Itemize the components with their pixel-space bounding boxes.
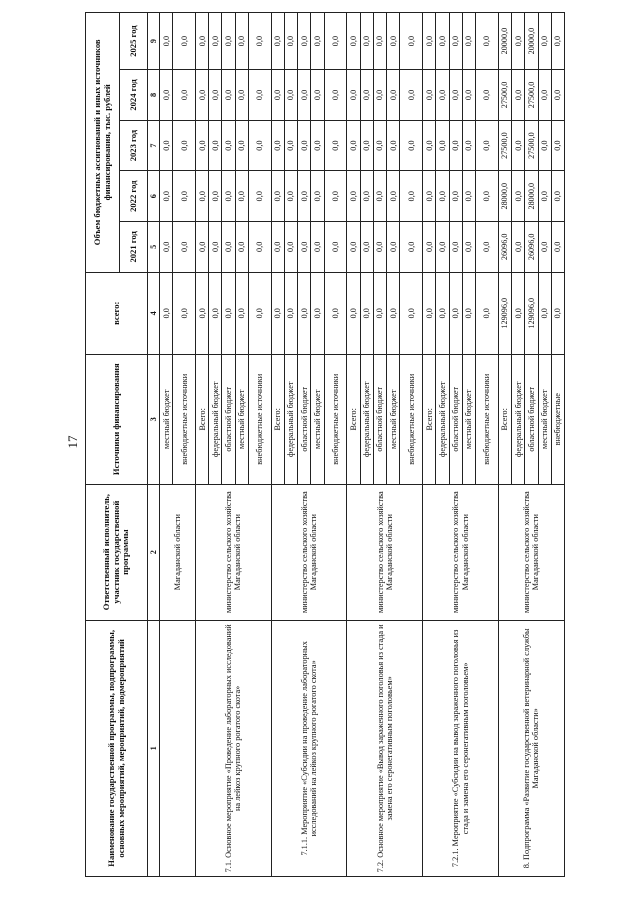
year-value-cell: 0,0: [512, 70, 525, 121]
header-year: 2024 год: [120, 70, 148, 121]
total-value-cell: 0,0: [476, 272, 499, 354]
year-value-cell: 0,0: [298, 13, 311, 70]
total-value-cell: 0,0: [400, 272, 423, 354]
year-value-cell: 0,0: [196, 70, 209, 121]
total-value-cell: 0,0: [196, 272, 209, 354]
year-value-cell: 0,0: [538, 13, 551, 70]
total-value-cell: 0,0: [173, 272, 196, 354]
column-index: 5: [148, 222, 160, 273]
year-value-cell: 0,0: [373, 120, 386, 171]
total-value-cell: 0,0: [512, 272, 525, 354]
funding-source-cell: областной бюджет: [222, 354, 235, 484]
total-value-cell: 0,0: [324, 272, 347, 354]
table-row: [196, 13, 209, 877]
year-value-cell: 0,0: [271, 120, 284, 171]
year-value-cell: 0,0: [462, 13, 475, 70]
year-value-cell: 0,0: [196, 222, 209, 273]
year-value-cell: 0,0: [298, 171, 311, 222]
column-index: 4: [148, 272, 160, 354]
total-value-cell: 0,0: [311, 272, 324, 354]
table-row: [498, 13, 511, 877]
year-value-cell: 0,0: [360, 222, 373, 273]
year-value-cell: 0,0: [222, 13, 235, 70]
funding-source-cell: местный бюджет: [387, 354, 400, 484]
year-value-cell: 0,0: [248, 13, 271, 70]
year-value-cell: 0,0: [298, 222, 311, 273]
year-value-cell: 0,0: [538, 70, 551, 121]
year-value-cell: 0,0: [324, 120, 347, 171]
table-body: [160, 13, 565, 877]
page-number: 17: [65, 435, 80, 449]
program-name-cell: 7.1. Основное мероприятие «Проведение лабораторных исследований на лейкоз крупного рогатого скота»: [196, 620, 272, 876]
year-value-cell: 26096,0: [525, 222, 538, 273]
year-value-cell: 0,0: [248, 222, 271, 273]
year-value-cell: 0,0: [248, 70, 271, 121]
program-name-cell: [160, 620, 196, 876]
year-value-cell: 0,0: [423, 222, 436, 273]
year-value-cell: 0,0: [271, 13, 284, 70]
year-value-cell: 0,0: [209, 13, 222, 70]
year-value-cell: 0,0: [324, 171, 347, 222]
year-value-cell: 0,0: [209, 70, 222, 121]
header-year: 2022 год: [120, 171, 148, 222]
total-value-cell: 0,0: [360, 272, 373, 354]
year-value-cell: 0,0: [360, 13, 373, 70]
year-value-cell: 0,0: [284, 171, 297, 222]
year-value-cell: 0,0: [400, 171, 423, 222]
column-index: 8: [148, 70, 160, 121]
year-value-cell: 0,0: [173, 120, 196, 171]
funding-source-cell: Всего:: [196, 354, 209, 484]
year-value-cell: 0,0: [298, 70, 311, 121]
year-value-cell: 0,0: [222, 222, 235, 273]
year-value-cell: 0,0: [462, 70, 475, 121]
year-value-cell: 0,0: [160, 70, 173, 121]
total-value-cell: 0,0: [222, 272, 235, 354]
year-value-cell: 0,0: [551, 120, 564, 171]
year-value-cell: 0,0: [248, 120, 271, 171]
program-name-cell: 7.2.1. Мероприятие «Субсидии на вывод зараженного поголовья из стада и замена его серонегативным поголовьем»: [423, 620, 499, 876]
year-value-cell: 0,0: [173, 222, 196, 273]
total-value-cell: 0,0: [373, 272, 386, 354]
year-value-cell: 20000,0: [498, 13, 511, 70]
column-index: 2: [148, 484, 160, 620]
year-value-cell: 0,0: [235, 120, 248, 171]
header-year: 2023 год: [120, 120, 148, 171]
column-index: 9: [148, 13, 160, 70]
year-value-cell: 0,0: [449, 13, 462, 70]
total-value-cell: 0,0: [271, 272, 284, 354]
total-value-cell: 0,0: [284, 272, 297, 354]
year-value-cell: 0,0: [160, 222, 173, 273]
year-value-cell: 0,0: [209, 120, 222, 171]
year-value-cell: 27500,0: [525, 70, 538, 121]
year-value-cell: 0,0: [449, 222, 462, 273]
year-value-cell: 0,0: [271, 171, 284, 222]
index-row: [148, 13, 160, 877]
rotated-document: [85, 12, 565, 877]
year-value-cell: 0,0: [387, 13, 400, 70]
total-value-cell: 129096,0: [525, 272, 538, 354]
year-value-cell: 0,0: [347, 222, 360, 273]
total-value-cell: 0,0: [160, 272, 173, 354]
funding-source-cell: внебюджетные источники: [324, 354, 347, 484]
funding-source-cell: внебюджетные источники: [476, 354, 499, 484]
total-value-cell: 0,0: [298, 272, 311, 354]
year-value-cell: 0,0: [551, 171, 564, 222]
year-value-cell: 0,0: [449, 70, 462, 121]
year-value-cell: 0,0: [209, 171, 222, 222]
funding-source-cell: областной бюджет: [449, 354, 462, 484]
year-value-cell: 0,0: [284, 70, 297, 121]
year-value-cell: 0,0: [436, 70, 449, 121]
year-value-cell: 0,0: [284, 120, 297, 171]
year-value-cell: 0,0: [462, 171, 475, 222]
year-value-cell: 0,0: [311, 222, 324, 273]
column-index: 6: [148, 171, 160, 222]
funding-source-cell: внебюджетные источники: [173, 354, 196, 484]
funding-source-cell: федеральный бюджет: [436, 354, 449, 484]
program-name-cell: 8. Подпрограмма «Развитие государственной ветеринарной службы Магаданской области»: [498, 620, 564, 876]
funding-source-cell: федеральный бюджет: [512, 354, 525, 484]
year-value-cell: 0,0: [423, 13, 436, 70]
year-value-cell: 0,0: [423, 171, 436, 222]
funding-source-cell: федеральный бюджет: [360, 354, 373, 484]
total-value-cell: 129096,0: [498, 272, 511, 354]
year-value-cell: 0,0: [387, 120, 400, 171]
year-value-cell: 0,0: [271, 222, 284, 273]
total-value-cell: 0,0: [347, 272, 360, 354]
year-value-cell: 0,0: [196, 120, 209, 171]
year-value-cell: 0,0: [373, 222, 386, 273]
year-value-cell: 0,0: [324, 13, 347, 70]
year-value-cell: 0,0: [512, 120, 525, 171]
year-value-cell: 0,0: [476, 171, 499, 222]
funding-source-cell: местный бюджет: [160, 354, 173, 484]
year-value-cell: 0,0: [373, 13, 386, 70]
year-value-cell: 0,0: [324, 70, 347, 121]
year-value-cell: 0,0: [551, 70, 564, 121]
year-value-cell: 0,0: [173, 70, 196, 121]
year-value-cell: 0,0: [387, 171, 400, 222]
year-value-cell: 0,0: [436, 222, 449, 273]
year-value-cell: 0,0: [436, 120, 449, 171]
year-value-cell: 0,0: [160, 13, 173, 70]
funding-source-cell: внебюджетные источники: [248, 354, 271, 484]
header-name: Наименование государственной программы, подпрограммы, основных мероприятий, мероприятий, подмероприятий: [86, 620, 148, 876]
year-value-cell: 0,0: [423, 70, 436, 121]
funding-source-cell: Всего:: [271, 354, 284, 484]
year-value-cell: 0,0: [373, 70, 386, 121]
funding-source-cell: местный бюджет: [311, 354, 324, 484]
funding-source-cell: Всего:: [347, 354, 360, 484]
year-value-cell: 0,0: [347, 171, 360, 222]
total-value-cell: 0,0: [387, 272, 400, 354]
year-value-cell: 0,0: [347, 70, 360, 121]
header-total: всего:: [86, 272, 148, 354]
year-value-cell: 0,0: [476, 120, 499, 171]
year-value-cell: 0,0: [436, 171, 449, 222]
year-value-cell: 0,0: [449, 171, 462, 222]
year-value-cell: 0,0: [248, 171, 271, 222]
total-value-cell: 0,0: [235, 272, 248, 354]
program-name-cell: 7.2. Основное мероприятие «Вывод зараженного поголовья из стада и замена его серонегативным поголовьем»: [347, 620, 423, 876]
responsible-cell: министерство сельского хозяйства Магаданской области: [196, 484, 272, 620]
year-value-cell: 0,0: [387, 222, 400, 273]
funding-source-cell: областной бюджет: [373, 354, 386, 484]
year-value-cell: 0,0: [235, 171, 248, 222]
year-value-cell: 0,0: [271, 70, 284, 121]
funding-source-cell: местный бюджет: [538, 354, 551, 484]
column-index: 1: [148, 620, 160, 876]
funding-source-cell: внебюджетные источники: [400, 354, 423, 484]
column-index: 3: [148, 354, 160, 484]
year-value-cell: 0,0: [284, 13, 297, 70]
year-value-cell: 26096,0: [498, 222, 511, 273]
funding-source-cell: местный бюджет: [235, 354, 248, 484]
total-value-cell: 0,0: [449, 272, 462, 354]
header-responsible: Ответственный исполнитель, участник государственной программы: [86, 484, 148, 620]
year-value-cell: 28000,0: [498, 171, 511, 222]
year-value-cell: 0,0: [298, 120, 311, 171]
year-value-cell: 0,0: [373, 171, 386, 222]
table-row: [160, 13, 173, 877]
year-value-cell: 0,0: [324, 222, 347, 273]
table-row: [423, 13, 436, 877]
funding-source-cell: областной бюджет: [298, 354, 311, 484]
year-value-cell: 0,0: [160, 120, 173, 171]
year-value-cell: 0,0: [400, 13, 423, 70]
year-value-cell: 0,0: [173, 171, 196, 222]
budget-table: [85, 12, 565, 877]
year-value-cell: 0,0: [196, 171, 209, 222]
responsible-cell: министерство сельского хозяйства Магаданской области: [423, 484, 499, 620]
total-value-cell: 0,0: [538, 272, 551, 354]
year-value-cell: 0,0: [462, 120, 475, 171]
year-value-cell: 0,0: [160, 171, 173, 222]
total-value-cell: 0,0: [209, 272, 222, 354]
funding-source-cell: Всего:: [423, 354, 436, 484]
column-index: 7: [148, 120, 160, 171]
total-value-cell: 0,0: [248, 272, 271, 354]
responsible-cell: министерство сельского хозяйства Магаданской области: [498, 484, 564, 620]
year-value-cell: 0,0: [347, 13, 360, 70]
year-value-cell: 0,0: [196, 13, 209, 70]
year-value-cell: 0,0: [538, 171, 551, 222]
table-row: [271, 13, 284, 877]
year-value-cell: 0,0: [222, 171, 235, 222]
header-year: 2025 год: [120, 13, 148, 70]
year-value-cell: 0,0: [449, 120, 462, 171]
year-value-cell: 0,0: [284, 222, 297, 273]
year-value-cell: 27500,0: [525, 120, 538, 171]
year-value-cell: 0,0: [235, 70, 248, 121]
year-value-cell: 28000,0: [525, 171, 538, 222]
year-value-cell: 0,0: [551, 13, 564, 70]
total-value-cell: 0,0: [436, 272, 449, 354]
year-value-cell: 20000,0: [525, 13, 538, 70]
year-value-cell: 0,0: [476, 13, 499, 70]
header-funding: Объем бюджетных ассигнований и иных источников финансирования, тыс. рублей: [86, 13, 120, 273]
year-value-cell: 0,0: [311, 70, 324, 121]
year-value-cell: 0,0: [538, 120, 551, 171]
responsible-cell: Магаданской области: [160, 484, 196, 620]
year-value-cell: 0,0: [476, 222, 499, 273]
year-value-cell: 0,0: [347, 120, 360, 171]
header-row: [86, 13, 120, 877]
year-value-cell: 0,0: [400, 120, 423, 171]
year-value-cell: 0,0: [462, 222, 475, 273]
header-year: 2021 год: [120, 222, 148, 273]
year-value-cell: 0,0: [222, 70, 235, 121]
year-value-cell: 0,0: [436, 13, 449, 70]
year-value-cell: 0,0: [400, 70, 423, 121]
year-value-cell: 0,0: [311, 120, 324, 171]
total-value-cell: 0,0: [462, 272, 475, 354]
funding-source-cell: федеральный бюджет: [284, 354, 297, 484]
year-value-cell: 0,0: [311, 13, 324, 70]
year-value-cell: 0,0: [235, 13, 248, 70]
total-value-cell: 0,0: [551, 272, 564, 354]
year-value-cell: 0,0: [235, 222, 248, 273]
table-row: [347, 13, 360, 877]
year-value-cell: 0,0: [538, 222, 551, 273]
funding-source-cell: местный бюджет: [462, 354, 475, 484]
year-value-cell: 27500,0: [498, 120, 511, 171]
year-value-cell: 0,0: [400, 222, 423, 273]
funding-source-cell: областной бюджет: [525, 354, 538, 484]
funding-source-cell: внебюджетные: [551, 354, 564, 484]
year-value-cell: 0,0: [173, 13, 196, 70]
year-value-cell: 0,0: [387, 70, 400, 121]
year-value-cell: 0,0: [512, 222, 525, 273]
year-value-cell: 0,0: [360, 70, 373, 121]
year-value-cell: 0,0: [311, 171, 324, 222]
year-value-cell: 0,0: [512, 13, 525, 70]
header-sources: Источники финансирования: [86, 354, 148, 484]
year-value-cell: 0,0: [360, 120, 373, 171]
year-value-cell: 0,0: [360, 171, 373, 222]
year-value-cell: 0,0: [476, 70, 499, 121]
year-value-cell: 0,0: [512, 171, 525, 222]
funding-source-cell: федеральный бюджет: [209, 354, 222, 484]
year-value-cell: 27500,0: [498, 70, 511, 121]
year-value-cell: 0,0: [423, 120, 436, 171]
total-value-cell: 0,0: [423, 272, 436, 354]
year-value-cell: 0,0: [209, 222, 222, 273]
responsible-cell: министерство сельского хозяйства Магаданской области: [347, 484, 423, 620]
funding-source-cell: Всего:: [498, 354, 511, 484]
year-value-cell: 0,0: [551, 222, 564, 273]
responsible-cell: министерство сельского хозяйства Магаданской области: [271, 484, 347, 620]
year-value-cell: 0,0: [222, 120, 235, 171]
program-name-cell: 7.1.1. Мероприятие «Субсидии на проведение лабораторных исследований на лейкоз крупного рогатого скота»: [271, 620, 347, 876]
